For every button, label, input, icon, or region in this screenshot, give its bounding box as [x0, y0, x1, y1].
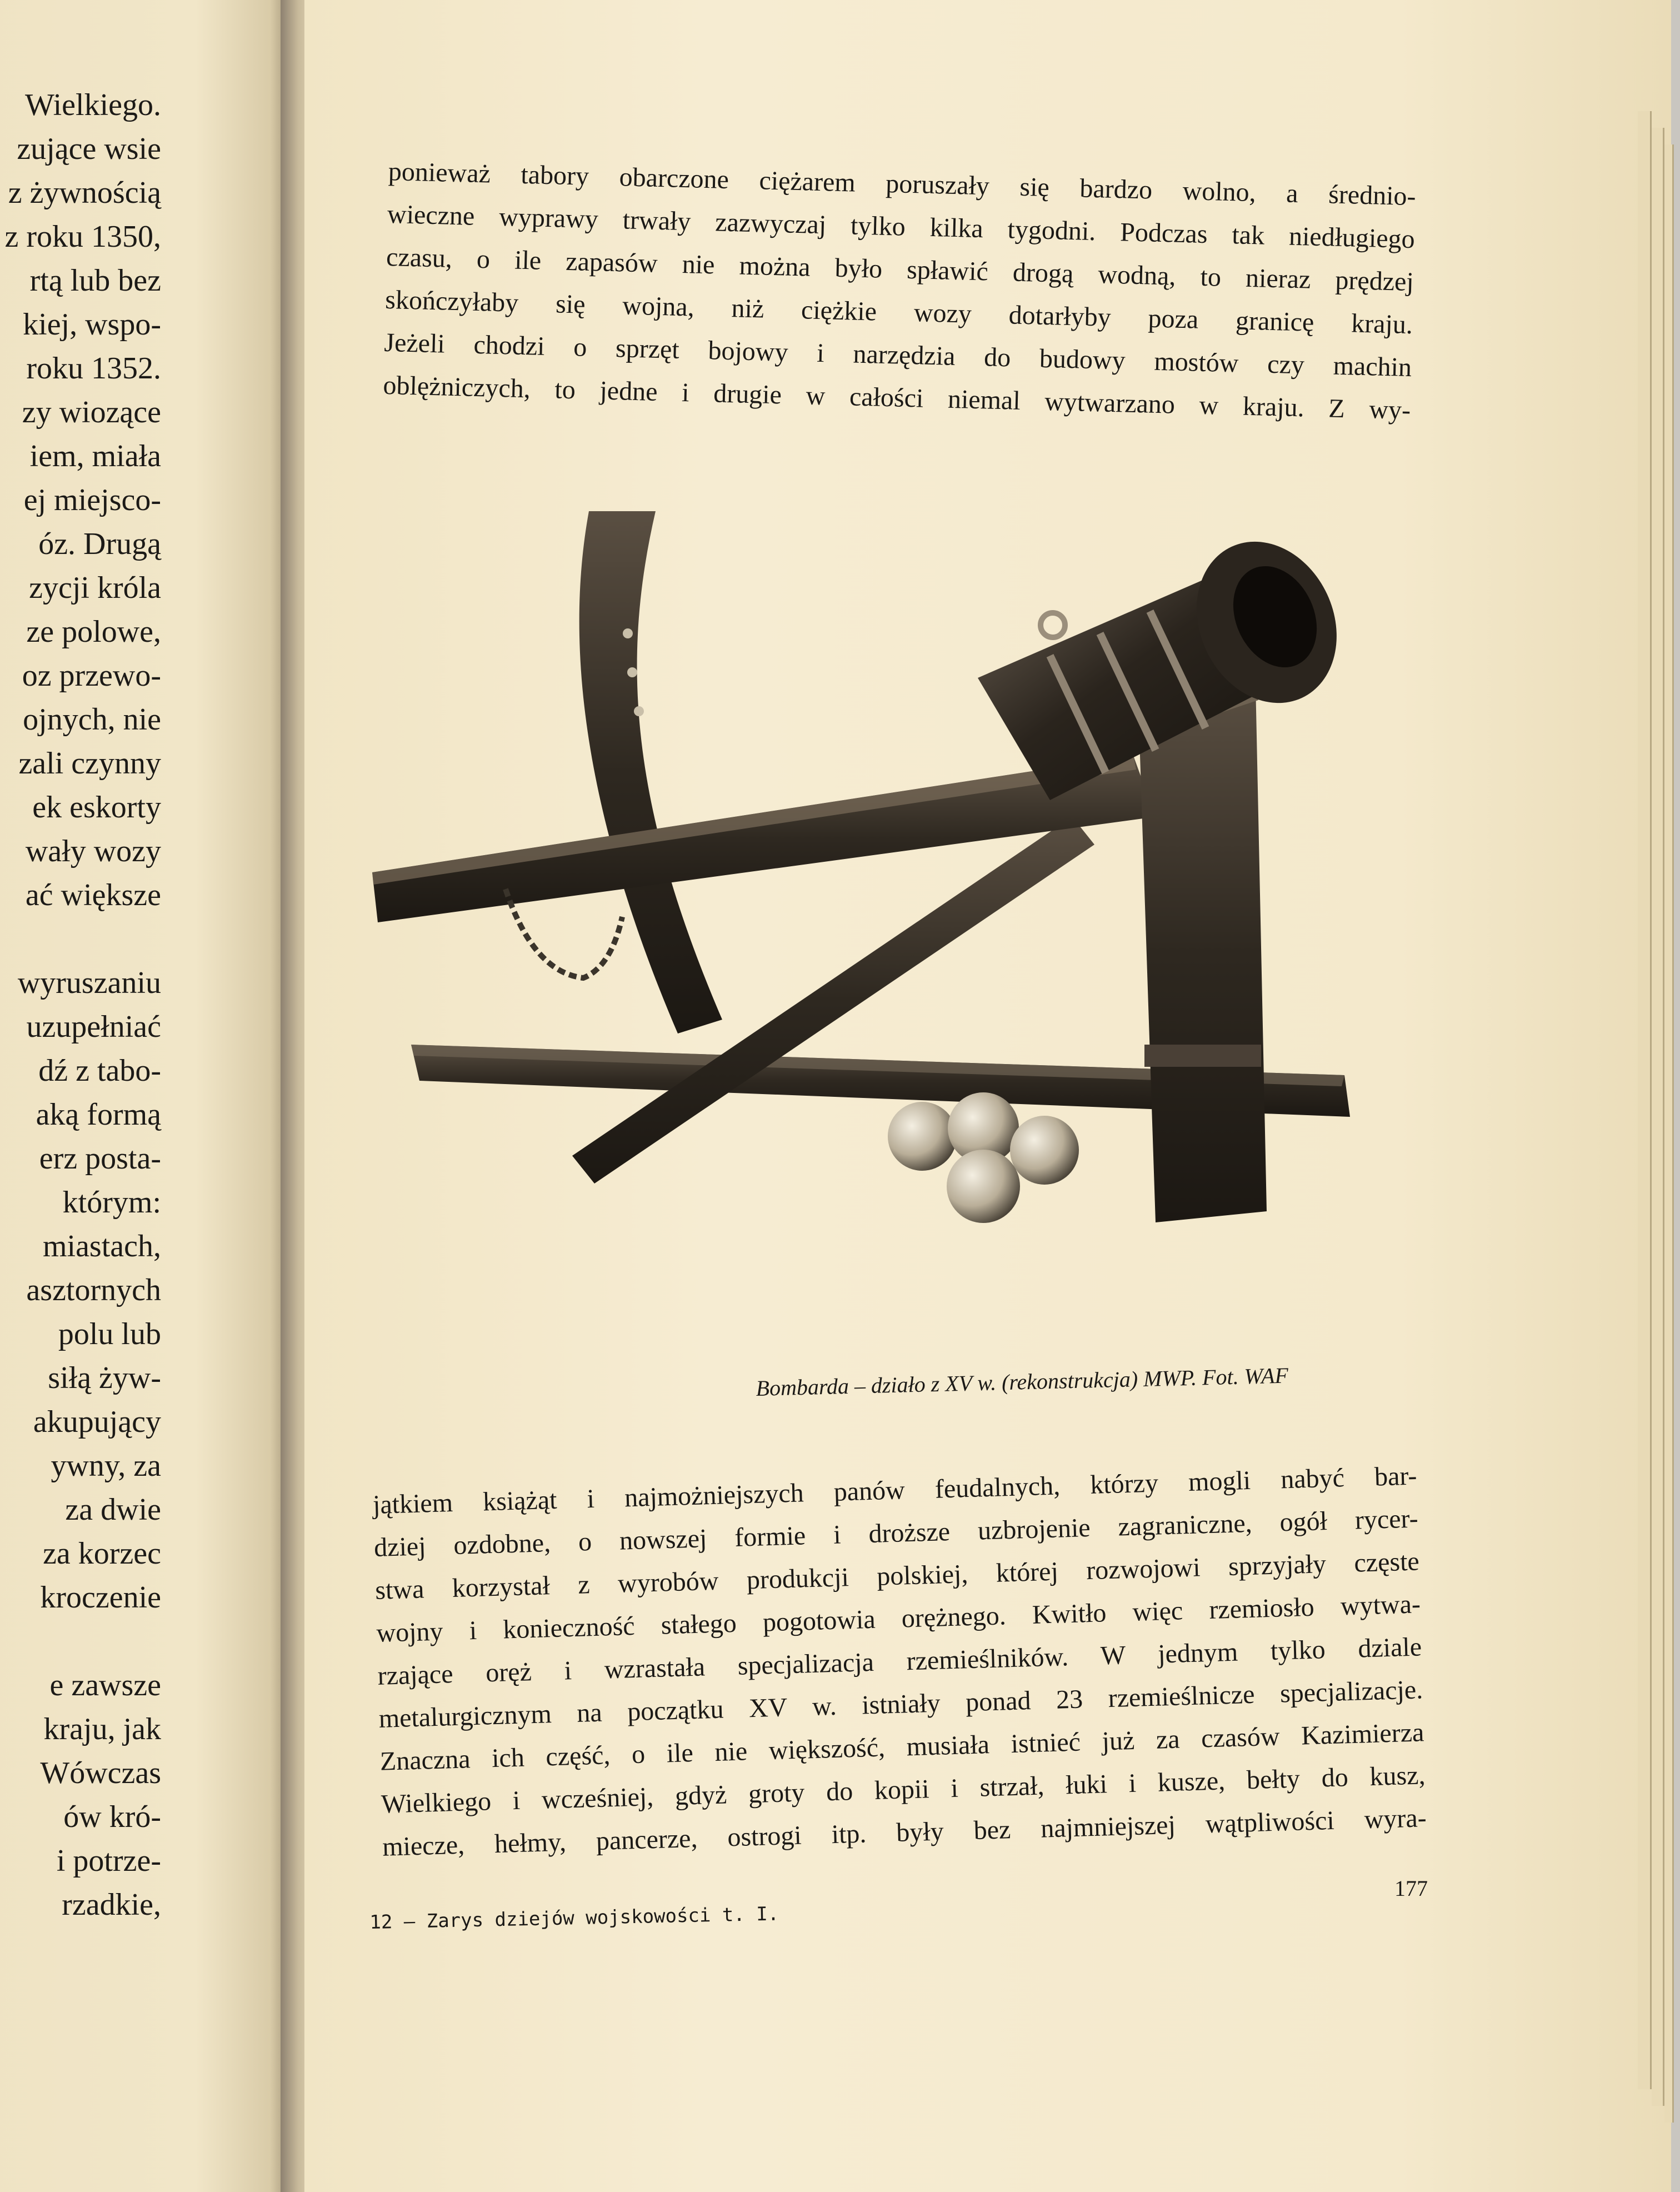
left-text-line: dź z tabo- [38, 1053, 161, 1088]
left-text-line: polu lub [58, 1317, 161, 1351]
left-text-line: zy wiozące [22, 395, 161, 430]
left-text-line: z roku 1350, [4, 219, 161, 254]
body-text-bottom [372, 1455, 1427, 1869]
vertical-post [1139, 683, 1267, 1222]
left-text-line: miastach, [42, 1229, 161, 1264]
left-text-line: rtą lub bez [29, 263, 161, 298]
page-edge [1638, 111, 1652, 2089]
left-text-line: oz przewo- [22, 658, 161, 693]
text-line: Wielkiego i wcześniej, gdyż groty do kopii i strzał, łuki i kusze, bełty do kusz, [381, 1760, 1426, 1819]
text-line: jątkiem książąt i najmożniejszych panów feudalnych, którzy mogli nabyć bar- [372, 1461, 1418, 1520]
left-text-line: ej miejsco- [23, 483, 161, 517]
left-text-line: którym: [62, 1185, 161, 1220]
left-text-line [0, 1620, 161, 1664]
cannonball [1010, 1116, 1079, 1185]
text-line: Jeżeli chodzi o sprzęt bojowy i narzędzia do budowy mostów czy machin [383, 327, 1412, 383]
page-edge [1664, 144, 1674, 2123]
signature-footer: 12 — Zarys dziejów wojskowości t. I. [369, 1903, 779, 1934]
left-text-line: akupujący [33, 1405, 161, 1439]
left-page [0, 0, 289, 2192]
text-line: stwa korzystał z wyrobów produkcji polskiej, której rozwojowi sprzyjały częste [374, 1546, 1420, 1605]
left-page-text [0, 83, 161, 1927]
left-text-line: asztornych [26, 1273, 161, 1307]
left-text-line: kraju, jak [43, 1712, 161, 1746]
page-edge [1652, 128, 1664, 2106]
left-text-line: i potrze- [56, 1844, 161, 1878]
left-text-line: Wówczas [40, 1756, 161, 1790]
figure-caption: Bombarda – działo z XV w. (rekonstrukcja) MWP. Fot. WAF [756, 1362, 1289, 1401]
left-text-line [0, 917, 161, 961]
left-text-line: ać większe [25, 878, 161, 912]
text-line: dziej ozdobne, o nowszej formie i droższe uzbrojenie zagraniczne, ogół rycer- [373, 1504, 1419, 1562]
text-line: wojny i konieczność stałego pogotowia orężnego. Kwitło więc rzemiosło wytwa- [376, 1589, 1421, 1648]
left-text-line: iem, miała [29, 439, 161, 473]
left-text-line: z żywnością [8, 176, 161, 210]
text-line: wieczne wyprawy trwały zazwyczaj tylko kilka tygodni. Podczas tak niedługiego [387, 199, 1416, 254]
text-line: miecze, hełmy, pancerze, ostrogi itp. były bez najmniejszej wątpliwości wyra- [382, 1803, 1427, 1862]
left-text-line: Wielkiego. [25, 88, 161, 122]
text-line: skończyłaby się wojna, niż ciężkie wozy dotarłyby poza granicę kraju. [384, 284, 1413, 340]
left-text-line: wyruszaniu [17, 966, 161, 1000]
left-text-line: erz posta- [39, 1141, 161, 1176]
left-text-line: ów kró- [63, 1800, 161, 1834]
page-number: 177 [1394, 1876, 1428, 1901]
text-line: rzające oręż i wzrastała specjalizacja rzemieślników. W jednym tylko dziale [377, 1632, 1422, 1691]
cannonball [947, 1150, 1020, 1223]
left-text-line: wały wozy [25, 834, 161, 868]
text-line: Znaczna ich część, o ile nie większość, musiała istnieć już za czasów Kazimierza [379, 1717, 1424, 1776]
text-line: czasu, o ile zapasów nie można było spławić drogą wodną, to nieraz prędzej [386, 242, 1414, 297]
left-text-line: zujące wsie [17, 132, 161, 166]
left-text-line: kroczenie [40, 1580, 161, 1615]
text-line: oblężniczych, to jedne i drugie w całości niemal wytwarzano w kraju. Z wy- [383, 370, 1411, 426]
text-line: metalurgicznym na początku XV w. istniały ponad 23 rzemieślnicze specjalizacje. [378, 1675, 1423, 1734]
left-text-line: ze polowe, [26, 615, 161, 649]
left-text-line: ojnych, nie [23, 702, 161, 737]
left-text-line: e zawsze [49, 1668, 161, 1702]
text-line: ponieważ tabory obarczone ciężarem poruszały się bardzo wolno, a średnio- [388, 156, 1417, 212]
left-text-line: zycji króla [29, 571, 161, 605]
left-text-line: rzadkie, [62, 1888, 161, 1922]
left-text-line: siłą żyw- [48, 1361, 161, 1395]
left-text-line: uzupełniać [26, 1010, 161, 1044]
left-text-line: ek eskorty [32, 790, 161, 825]
body-text-top [383, 150, 1417, 432]
left-text-line: aką formą [36, 1097, 161, 1132]
left-text-line: kiej, wspo- [23, 307, 161, 342]
bombard-photo [367, 489, 1444, 1334]
cannonball [888, 1102, 957, 1171]
left-text-line: roku 1352. [26, 351, 161, 386]
elevation-arc [579, 511, 722, 1033]
left-text-line: óz. Drugą [38, 527, 161, 561]
left-text-line: za korzec [43, 1536, 161, 1571]
left-text-line: za dwie [65, 1492, 161, 1527]
left-text-line: ywny, za [51, 1449, 161, 1483]
left-text-line: zali czynny [18, 746, 161, 781]
